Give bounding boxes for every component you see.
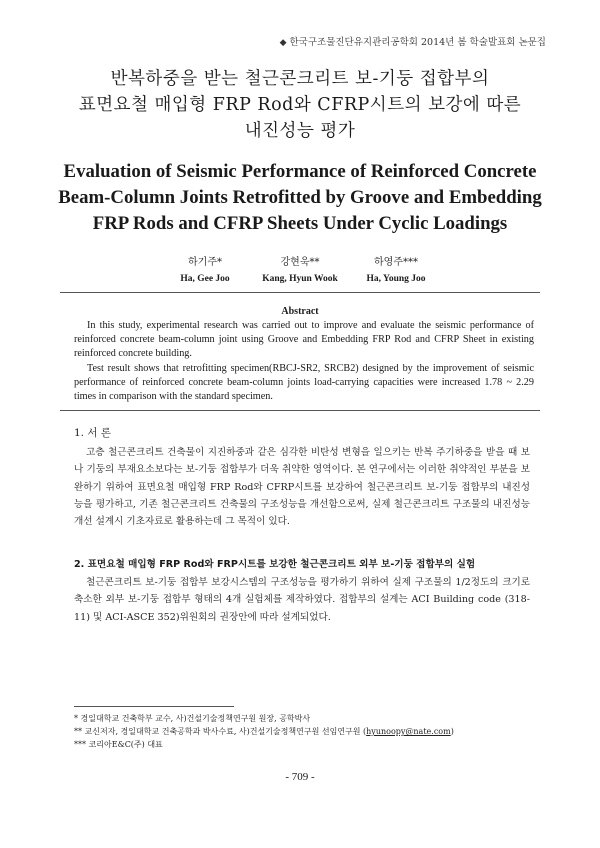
- section-2-heading: 2. 표면요철 매입형 FRP Rod와 FRP시트를 보강한 철근콘크리트 외부 보-기둥 접합부의 실험: [74, 559, 476, 570]
- footnotes: [74, 712, 534, 751]
- author-1-ko: 하기주*: [188, 257, 222, 268]
- diamond-icon: ◆: [279, 38, 287, 48]
- korean-title-line-3: 내진성능 평가: [244, 121, 356, 141]
- author-3-ko: 하영주***: [374, 257, 418, 268]
- english-title-line-2: Beam-Column Joints Retrofitted by Groove and Embedding: [58, 187, 542, 208]
- author-2-ko: 강현욱**: [280, 257, 320, 268]
- journal-header-text: 한국구조물진단유지관리공학회 2014년 봄 학술발표회 논문집: [289, 37, 546, 48]
- footnote-3: *** 코리아E&C(주) 대표: [74, 740, 163, 749]
- section-2-body: 철근콘크리트 보-기둥 접합부 보강시스템의 구조성능을 평가하기 위하여 실제 구조물의 1/2정도의 크기로 축소한 외부 보-기둥 접합부 형태의 4개 실험체를 제작하였다. 접합부의 설계는 ACI Building code (318-11) 및 ACI-ASCE 352)위원회의 권장안에 따라 설계되었다.: [74, 577, 530, 623]
- footnote-2-suffix: ): [450, 727, 454, 736]
- abstract-heading: Abstract: [281, 306, 319, 317]
- author-3-en: Ha, Young Joo: [366, 274, 426, 284]
- page-number: - 709 -: [285, 771, 315, 783]
- author-3: [336, 255, 456, 287]
- abstract-paragraph-1: In this study, experimental research was carried out to improve and evaluate the seismic performance of reinforced concrete beam-column joint using Groove and Embedding FRP Rod and CFRP Sheet in existing reinforced concrete building.: [74, 320, 534, 360]
- author-1-en: Ha, Gee Joo: [180, 274, 230, 284]
- abstract-paragraph-2: Test result shows that retrofitting specimen(RBCJ-SR2, SRCB2) designed by the improvement of seismic performance of reinforced concrete beam-column joints load-carrying capacities were increased 1.78 ~ 2.29 times in comparison with the standard specimen.: [74, 362, 534, 403]
- footnote-2: [74, 725, 534, 738]
- divider-bottom: [60, 410, 540, 411]
- author-2-en: Kang, Hyun Wook: [262, 274, 338, 284]
- english-title-line-3: FRP Rods and CFRP Sheets Under Cyclic Loadings: [92, 213, 508, 234]
- divider-top: [60, 292, 540, 293]
- journal-header: [280, 34, 546, 48]
- abstract-body: [74, 319, 534, 404]
- korean-title-line-2: 표면요철 매입형 FRP Rod와 CFRP시트의 보강에 따른: [78, 95, 522, 115]
- section-1-heading: 1. 서 론: [74, 427, 111, 439]
- footnote-divider: [74, 706, 234, 707]
- korean-title-line-1: 반복하중을 받는 철근콘크리트 보-기둥 접합부의: [110, 69, 490, 89]
- footnote-2-prefix: ** 교신저자, 경일대학교 건축공학과 박사수료, 사)건설기술정책연구원 선임연구원 (: [74, 727, 367, 736]
- korean-title: [40, 66, 560, 144]
- section-1-body: 고층 철근콘크리트 건축물이 지진하중과 같은 심각한 비탄성 변형을 일으키는 반복 주기하중을 받을 때 보나 기둥의 부재요소보다는 보-기둥 접합부가 더욱 취약한 영역이다. 본 연구에서는 이러한 취약적인 부분을 보완하기 위하여 표면요철 매입형 FRP Rod와 CFRP시트를 보강하여 철근콘크리트 보-기둥 접합부의 내진성능을 평가하고, 기존 철근콘크리트 건축물의 구조성능을 개선함으로써, 실제 철근콘크리트 구조물의 내진성능개선 설계시 기초자료로 활용하는데 그 목적이 있다.: [74, 447, 530, 528]
- author-email-link[interactable]: hyunoopy@nate.com: [366, 727, 451, 736]
- english-title: [40, 159, 560, 237]
- footnote-1: * 경일대학교 건축학부 교수, 사)건설기술정책연구원 원장, 공학박사: [74, 714, 311, 723]
- english-title-line-1: Evaluation of Seismic Performance of Reinforced Concrete: [63, 161, 537, 182]
